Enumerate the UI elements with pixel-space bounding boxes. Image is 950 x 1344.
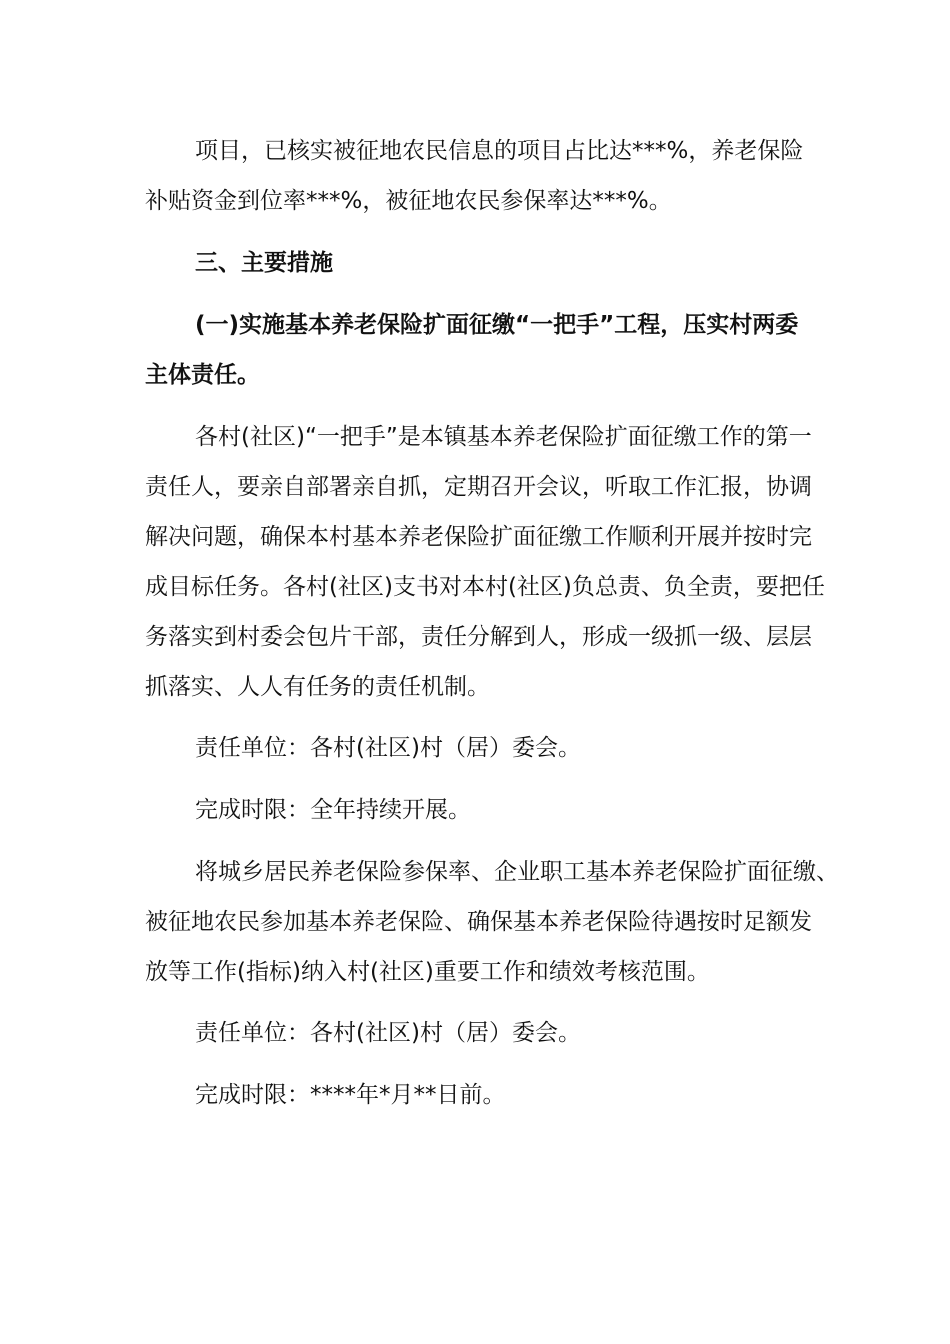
paragraph-line: 补贴资金到位率***%，被征地农民参保率达***%。 (145, 188, 672, 214)
deadline: 完成时限：全年持续开展。 (195, 797, 471, 823)
responsibility-unit: 责任单位：各村(社区)村（居）委会。 (195, 1020, 581, 1046)
paragraph-line: 责任人，要亲自部署亲自抓，定期召开会议，听取工作汇报，协调 (145, 474, 812, 500)
paragraph-line: 各村(社区)“一把手”是本镇基本养老保险扩面征缴工作的第一 (195, 424, 812, 450)
paragraph-line: 放等工作(指标)纳入村(社区)重要工作和绩效考核范围。 (145, 959, 710, 985)
section-heading: 三、主要措施 (195, 250, 333, 276)
paragraph-line: 抓落实、人人有任务的责任机制。 (145, 674, 490, 700)
subsection-heading: 主体责任。 (145, 362, 260, 388)
deadline: 完成时限：****年*月**日前。 (195, 1082, 506, 1108)
paragraph-line: 成目标任务。各村(社区)支书对本村(社区)负总责、负全责，要把任 (145, 574, 825, 600)
paragraph-line: 被征地农民参加基本养老保险、确保基本养老保险待遇按时足额发 (145, 909, 812, 935)
subsection-heading: (一)实施基本养老保险扩面征缴“一把手”工程，压实村两委 (195, 312, 799, 338)
responsibility-unit: 责任单位：各村(社区)村（居）委会。 (195, 735, 581, 761)
paragraph-line: 项目，已核实被征地农民信息的项目占比达***%，养老保险 (195, 138, 804, 164)
paragraph-line: 解决问题，确保本村基本养老保险扩面征缴工作顺利开展并按时完 (145, 524, 812, 550)
paragraph-line: 将城乡居民养老保险参保率、企业职工基本养老保险扩面征缴、 (195, 859, 839, 885)
paragraph-line: 务落实到村委会包片干部，责任分解到人，形成一级抓一级、层层 (145, 624, 812, 650)
